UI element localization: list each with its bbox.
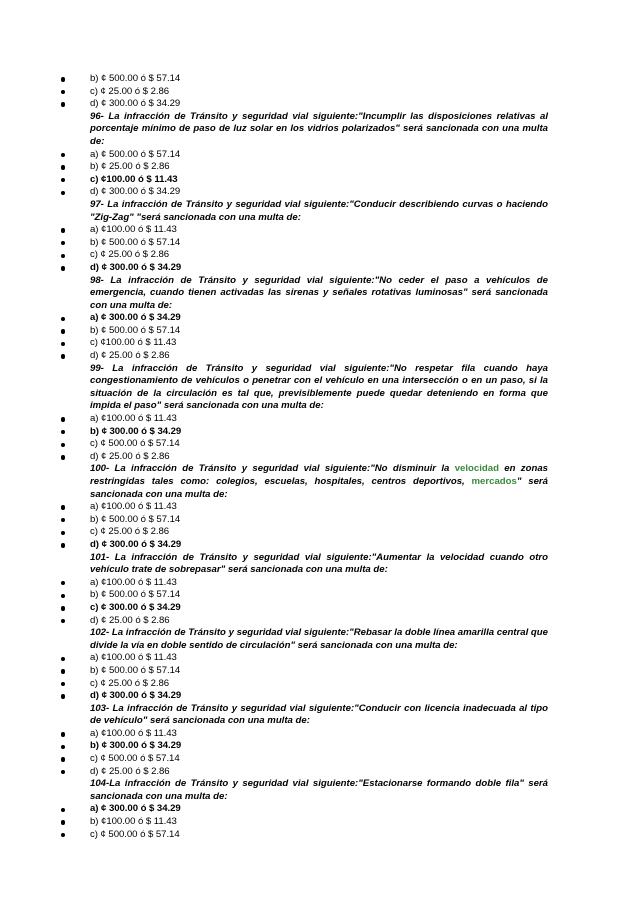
bullet-icon [61, 820, 65, 824]
option-text: a) ¢100.00 ó $ 11.43 [90, 224, 177, 236]
answer-option [0, 728, 638, 741]
bullet-icon [61, 833, 65, 837]
bullet-icon [61, 165, 65, 169]
bullet-icon [61, 606, 65, 610]
question-text [90, 111, 548, 149]
option-text: d) ¢ 25.00 ó $ 2.86 [90, 350, 170, 362]
option-text: d) ¢ 25.00 ó $ 2.86 [90, 614, 170, 626]
correct-option-text: d) ¢ 300.00 ó $ 34.29 [90, 538, 182, 550]
answer-option [0, 602, 638, 615]
option-text: a) ¢ 500.00 ó $ 57.14 [90, 148, 181, 160]
answer-option [0, 803, 638, 816]
bullet-icon [61, 430, 65, 434]
question-fragment: 99- La infracción de Tránsito y seguridad vial siguiente:"No respetar fila cuando haya congestionamiento de vehículos o penetrar con el vehículo en una intersección o en un paso, si la situación de la circulación es tal que, previsiblemente puede quedar deteniendo en forma que impida el paso" será sancionada con una multa de: [90, 362, 548, 412]
answer-option [0, 615, 638, 628]
bullet-icon [61, 732, 65, 736]
question-text [90, 199, 548, 224]
answer-option [0, 740, 638, 753]
answer-option [0, 501, 638, 514]
bullet-icon [61, 518, 65, 522]
bullet-icon [61, 178, 65, 182]
answer-option [0, 514, 638, 527]
answer-option [0, 753, 638, 766]
bullet-icon [61, 531, 65, 535]
question-text [90, 463, 548, 501]
answer-option [0, 325, 638, 338]
bullet-icon [61, 770, 65, 774]
question-fragment: 100- La infracción de Tránsito y seguridad vial siguiente:"No disminuir la [90, 463, 455, 475]
question-text [90, 363, 548, 413]
answer-option [0, 350, 638, 363]
question-text [90, 275, 548, 313]
answer-option [0, 98, 638, 111]
bullet-icon [61, 329, 65, 333]
bullet-icon [61, 694, 65, 698]
option-text: b) ¢ 500.00 ó $ 57.14 [90, 664, 181, 676]
answer-option [0, 149, 638, 162]
option-text: b) ¢ 500.00 ó $ 57.14 [90, 73, 181, 84]
correct-option-text: a) ¢ 300.00 ó $ 34.29 [90, 803, 181, 815]
bullet-icon [61, 581, 65, 585]
option-text: b) ¢ 500.00 ó $ 57.14 [90, 324, 181, 336]
answer-option [0, 174, 638, 187]
option-text: d) ¢ 300.00 ó $ 34.29 [90, 98, 181, 110]
answer-option [0, 766, 638, 779]
answer-option [0, 829, 638, 842]
option-text: a) ¢100.00 ó $ 11.43 [90, 727, 177, 739]
answer-option [0, 665, 638, 678]
answer-option [0, 539, 638, 552]
answer-option [0, 589, 638, 602]
answer-option [0, 73, 638, 86]
bullet-icon [61, 102, 65, 106]
answer-option [0, 186, 638, 199]
document-body [0, 73, 638, 841]
option-text: a) ¢100.00 ó $ 11.43 [90, 501, 177, 513]
bullet-icon [61, 77, 65, 81]
answer-option [0, 86, 638, 99]
option-text: b) ¢ 500.00 ó $ 57.14 [90, 236, 181, 248]
bullet-icon [61, 354, 65, 358]
answer-option [0, 577, 638, 590]
answer-option [0, 413, 638, 426]
bullet-icon [61, 619, 65, 623]
bullet-icon [61, 417, 65, 421]
option-text: b) ¢ 25.00 ó $ 2.86 [90, 161, 170, 173]
bullet-icon [61, 594, 65, 598]
bullet-icon [61, 505, 65, 509]
bullet-icon [61, 543, 65, 547]
option-text: c) ¢ 500.00 ó $ 57.14 [90, 438, 180, 450]
question-fragment: 103- La infracción de Tránsito y seguridad vial siguiente:"Conducir con licencia inadecuada al tipo de vehículo" será sancionada con una multa de: [90, 702, 548, 727]
option-text: c) ¢ 500.00 ó $ 57.14 [90, 753, 180, 765]
question-fragment: 104-La infracción de Tránsito y seguridad vial siguiente:"Estacionarse formando doble fila" será sancionada con una multa de: [90, 778, 548, 802]
option-text: c) ¢ 25.00 ó $ 2.86 [90, 677, 170, 689]
option-text: d) ¢ 300.00 ó $ 34.29 [90, 186, 181, 198]
answer-option [0, 249, 638, 262]
question-text [90, 703, 548, 728]
question-fragment: 102- La infracción de Tránsito y seguridad vial siguiente:"Rebasar la doble línea amarilla central que divide la vía en doble sentido de circulación" será sancionada con una multa de: [90, 627, 548, 651]
question-text [90, 552, 548, 577]
option-text: c) ¢ 25.00 ó $ 2.86 [90, 249, 170, 261]
question-fragment: " será sancionada con una multa de: [90, 476, 548, 500]
option-text: c) ¢ 25.00 ó $ 2.86 [90, 526, 170, 538]
bullet-icon [61, 657, 65, 661]
option-text: d) ¢ 25.00 ó $ 2.86 [90, 765, 170, 777]
answer-option [0, 451, 638, 464]
correct-option-text: d) ¢ 300.00 ó $ 34.29 [90, 261, 182, 273]
option-text: a) ¢100.00 ó $ 11.43 [90, 652, 177, 664]
question-text [90, 627, 548, 652]
answer-option [0, 161, 638, 174]
correct-option-text: a) ¢ 300.00 ó $ 34.29 [90, 312, 181, 324]
answer-option [0, 816, 638, 829]
bullet-icon [61, 745, 65, 749]
option-text: a) ¢100.00 ó $ 11.43 [90, 413, 177, 425]
bullet-icon [61, 254, 65, 258]
answer-option [0, 224, 638, 237]
bullet-icon [61, 317, 65, 321]
correct-option-text: c) ¢100.00 ó $ 11.43 [90, 173, 178, 185]
bullet-icon [61, 228, 65, 232]
bullet-icon [61, 90, 65, 94]
bullet-icon [61, 191, 65, 195]
correct-option-text: c) ¢ 300.00 ó $ 34.29 [90, 601, 181, 613]
answer-option [0, 312, 638, 325]
answer-option [0, 652, 638, 665]
correct-option-text: d) ¢ 300.00 ó $ 34.29 [90, 690, 182, 702]
bullet-icon [61, 153, 65, 157]
question-fragment: 96- La infracción de Tránsito y seguridad vial siguiente:"Incumplir las disposiciones relativas al porcentaje mínimo de paso de luz solar en los vidrios polarizados" será sancionada con una multa de: [90, 110, 548, 147]
question-text [90, 778, 548, 803]
option-text: b) ¢100.00 ó $ 11.43 [90, 816, 177, 828]
answer-option [0, 526, 638, 539]
question-fragment: 101- La infracción de Tránsito y seguridad vial siguiente:"Aumentar la velocidad cuando otro vehículo trate de sobrepasar" será sancionada con una multa de: [90, 551, 548, 576]
correct-option-text: b) ¢ 300.00 ó $ 34.29 [90, 425, 182, 437]
answer-option [0, 426, 638, 439]
option-text: c) ¢100.00 ó $ 11.43 [90, 337, 177, 349]
highlighted-keyword: mercados [471, 476, 517, 487]
bullet-icon [61, 808, 65, 812]
option-text: b) ¢ 500.00 ó $ 57.14 [90, 589, 181, 601]
option-text: b) ¢ 500.00 ó $ 57.14 [90, 513, 181, 525]
answer-option [0, 237, 638, 250]
bullet-icon [61, 682, 65, 686]
question-fragment: 98- La infracción de Tránsito y seguridad vial siguiente:"No ceder el paso a vehículos de emergencia, cuando tienen activadas las sirenas y señales rotativas luminosas" será sancionada con una multa de: [90, 274, 548, 311]
bullet-icon [61, 757, 65, 761]
option-text: a) ¢100.00 ó $ 11.43 [90, 576, 177, 588]
option-text: c) ¢ 500.00 ó $ 57.14 [90, 828, 180, 840]
bullet-icon [61, 443, 65, 447]
answer-option [0, 337, 638, 350]
answer-option [0, 438, 638, 451]
answer-option [0, 690, 638, 703]
option-text: d) ¢ 25.00 ó $ 2.86 [90, 450, 170, 462]
bullet-icon [61, 266, 65, 270]
option-text: c) ¢ 25.00 ó $ 2.86 [90, 85, 170, 97]
correct-option-text: b) ¢ 300.00 ó $ 34.29 [90, 740, 182, 752]
bullet-icon [61, 455, 65, 459]
bullet-icon [61, 241, 65, 245]
highlighted-keyword: velocidad [454, 463, 499, 475]
answer-option [0, 678, 638, 691]
question-fragment: 97- La infracción de Tránsito y seguridad vial siguiente:"Conducir describiendo curvas o haciendo "Zig-Zag" "será sancionada con una multa de: [90, 198, 548, 223]
answer-option [0, 262, 638, 275]
bullet-icon [61, 669, 65, 673]
bullet-icon [61, 342, 65, 346]
question-fragment: en zonas restringidas tales como: colegios, escuelas, hospitales, centros deportivos, [90, 463, 548, 487]
